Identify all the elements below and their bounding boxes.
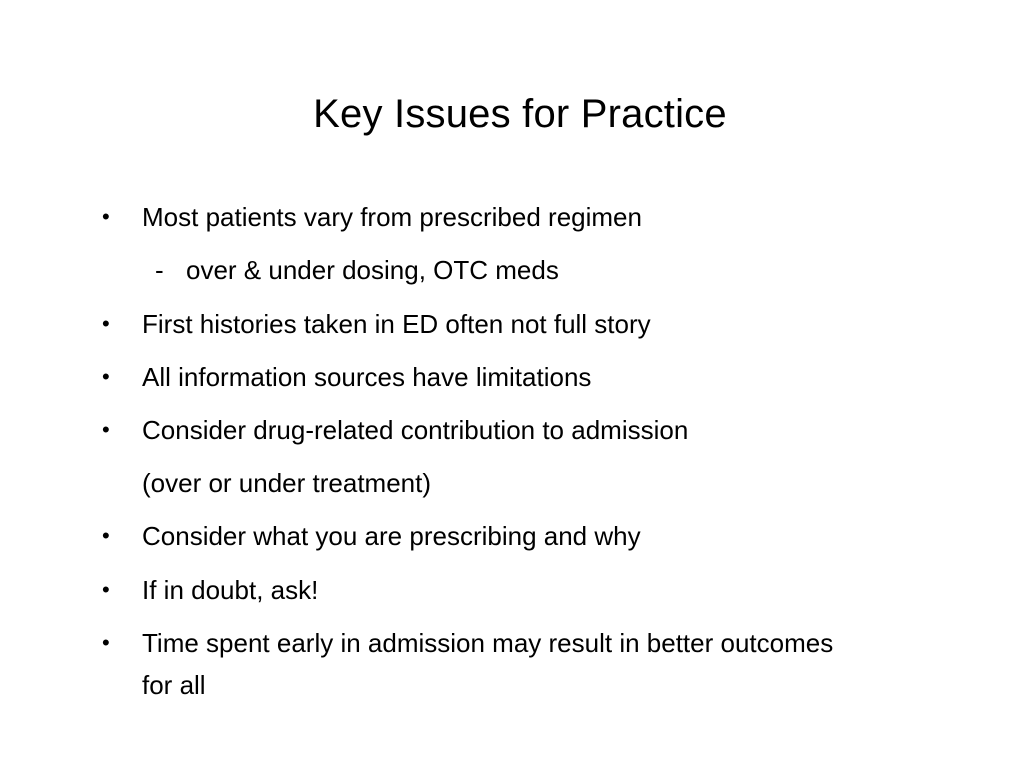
list-item-text: for all bbox=[142, 670, 206, 700]
list-item-text: (over or under treatment) bbox=[142, 468, 432, 498]
list-item-text: First histories taken in ED often not full story bbox=[142, 309, 651, 339]
list-item-text: Most patients vary from prescribed regimen bbox=[142, 202, 642, 232]
list-subitem-text: over & under dosing, OTC meds bbox=[186, 255, 559, 285]
bullet-icon: • bbox=[102, 364, 110, 389]
bullet-icon: • bbox=[102, 630, 110, 655]
bullet-icon: • bbox=[102, 417, 110, 442]
bullet-icon: • bbox=[102, 523, 110, 548]
list-item-text: Consider what you are prescribing and why bbox=[142, 521, 641, 551]
bullet-icon: • bbox=[102, 311, 110, 336]
slide-title: Key Issues for Practice bbox=[313, 92, 727, 136]
list-item-text: If in doubt, ask! bbox=[142, 575, 319, 605]
bullet-icon: • bbox=[102, 577, 110, 602]
bullet-icon: • bbox=[102, 204, 110, 229]
list-item-text: All information sources have limitations bbox=[142, 362, 592, 392]
list-item-text: Time spent early in admission may result in better outcomes bbox=[142, 628, 834, 658]
list-item-text: Consider drug-related contribution to admission bbox=[142, 415, 689, 445]
dash-icon: - bbox=[155, 255, 164, 285]
